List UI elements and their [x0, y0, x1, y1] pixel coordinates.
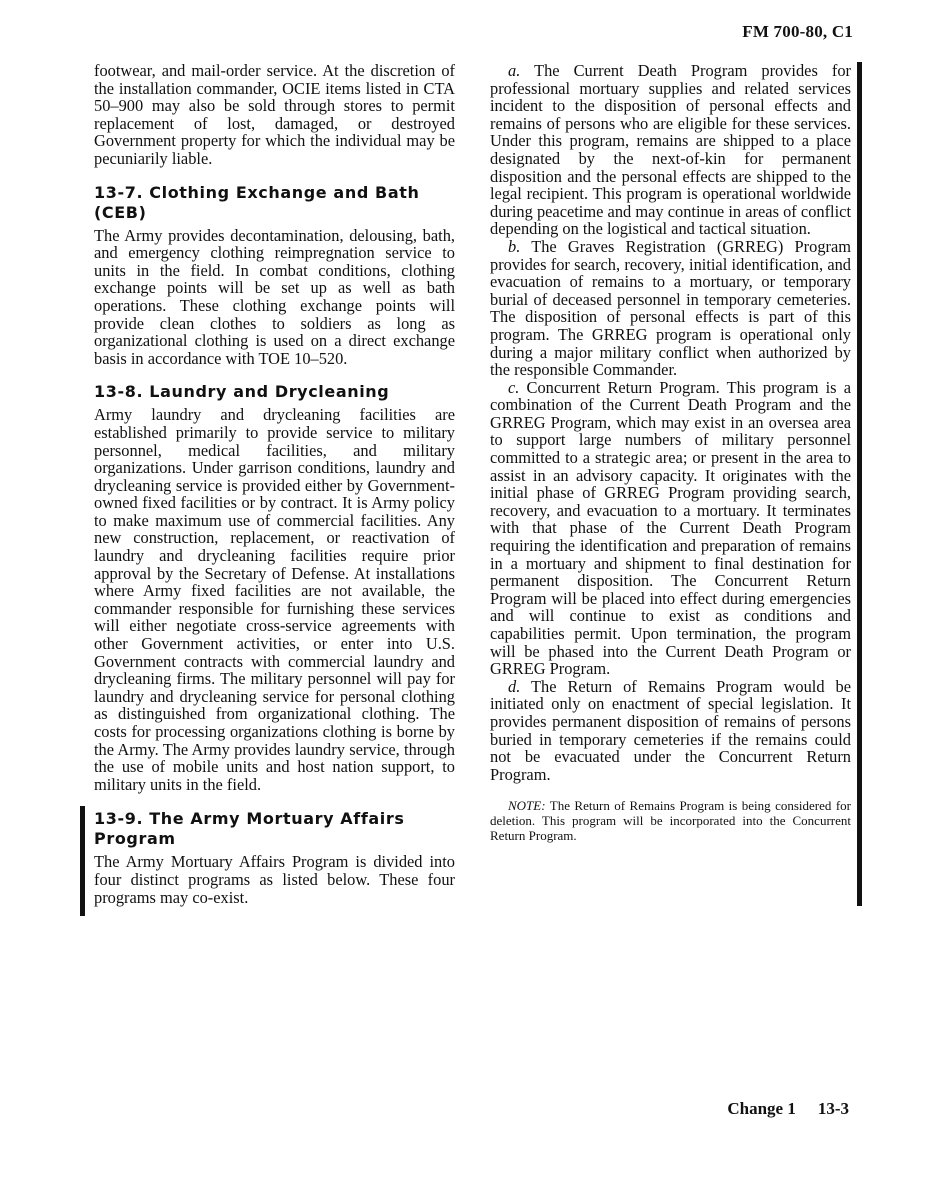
- program-item-d: [490, 678, 851, 784]
- page-number: 13-3: [817, 1099, 849, 1118]
- program-item-b: [490, 238, 851, 379]
- section-13-8-heading: 13-8. Laundry and Drycleaning: [94, 382, 390, 402]
- program-text: The Current Death Program provides for professional mortuary supplies and related services incident to the disposition of personal effects and remains of persons who are eligible for these services. Under this program, remains are shipped to a place designated by the next-of-kin for permanent disposition and the personal effects are shipped to the legal recipient. This program is operational worldwide during peacetime and may continue in areas of conflict depending on the logistical and tactical situation.: [490, 61, 851, 239]
- program-letter: b.: [508, 236, 521, 256]
- section-13-7-heading: 13-7. Clothing Exchange and Bath (CEB): [94, 182, 420, 222]
- program-letter: a.: [508, 61, 521, 80]
- program-letter: c.: [508, 377, 520, 397]
- left-column: [94, 62, 455, 906]
- program-item-c: [490, 379, 851, 678]
- change-bar-left: [80, 806, 85, 916]
- page-footer: [727, 1099, 849, 1119]
- section-13-9-heading: 13-9. The Army Mortuary Affairs Program: [94, 809, 405, 849]
- program-letter: d.: [508, 676, 521, 696]
- change-bar-right: [857, 62, 862, 906]
- section-13-7-paragraph: The Army provides decontamination, delousing, bath, and emergency clothing reimpregnation service to units in the field. In combat conditions, clothing exchange points will be set up as well as bath operations. These clothing exchange points will provide clean clothes to soldiers as long as organizational clothing is used on a direct exchange basis in accordance with TOE 10–520.: [94, 225, 455, 368]
- section-13-8-paragraph: Army laundry and drycleaning facilities are established primarily to provide service to military personnel, medical facilities, and military organizations. Under garrison conditions, laundry and drycleaning service is provided either by Government-owned fixed facilities or by contract. It is Army policy to make maximum use of commercial facilities. Any new construction, replacement, or reactivation of laundry and drycleaning facilities require prior approval by the Secretary of Defense. At installations where Army fixed facilities are not available, the commander responsible for furnishing these services will either negotiate cross-service agreements with other Government activities, or enter into U.S. Government contracts with commercial laundry and drycleaning firms. The military personnel will pay for laundry and drycleaning service for personal clothing as distinguished from organizational clothing. The costs for processing organizations clothing is borne by the Army. The Army provides laundry service, through the use of mobile units and host nation support, to military units in the field.: [94, 405, 455, 794]
- program-text: The Return of Remains Program would be initiated only on enactment of special legislation. It provides permanent disposition of remains of persons buried in temporary cemeteries if the remains could not be evacuated under the Concurrent Return Program.: [490, 676, 851, 784]
- section-13-9-paragraph: The Army Mortuary Affairs Program is divided into four distinct programs as listed below. These four programs may co-exist.: [94, 852, 455, 907]
- note-label: NOTE:: [508, 798, 546, 814]
- change-label: Change 1: [727, 1099, 796, 1118]
- section-13-9: [94, 809, 455, 906]
- mortuary-programs-list: [490, 62, 851, 843]
- program-text: Concurrent Return Program. This program is a combination of the Current Death Program and the GRREG Program, which may exist in an oversea area to support large numbers of military personnel committed to a strategic area; or present in the area to assist in an advisory capacity. It originates with the initial phase of GRREG Program providing search, recovery, and evacuation to a mortuary. It terminates with that phase of the Current Death Program requiring the identification and preparation of remains in a mortuary and shipment to final destination for permanent disposition. The Concurrent Return Program will be placed into effect during emergencies and will continue to exist as conditions and capabilities permit. Upon termination, the program will be phased into the Current Death Program or GRREG Program.: [490, 377, 851, 679]
- right-column: [490, 62, 851, 843]
- intro-paragraph: footwear, and mail-order service. At the discretion of the installation commander, OCIE items listed in CTA 50–900 may also be sold through stores to permit replacement of lost, damaged, or destroyed Government property for which the individual may be pecuniarily liable.: [94, 61, 455, 168]
- program-item-a: [490, 62, 851, 238]
- note-text: The Return of Remains Program is being considered for deletion. This program will be incorporated into the Concurrent Return Program.: [490, 798, 852, 843]
- note: [490, 799, 851, 843]
- program-text: The Graves Registration (GRREG) Program provides for search, recovery, initial identification, and evacuation of remains to a mortuary, or temporary burial of deceased personnel in temporary cemeteries. The disposition of personal effects is part of this program. The GRREG program is operational only during a major military conflict when authorized by the responsible Commander.: [490, 236, 851, 380]
- running-header: FM 700-80, C1: [742, 22, 853, 41]
